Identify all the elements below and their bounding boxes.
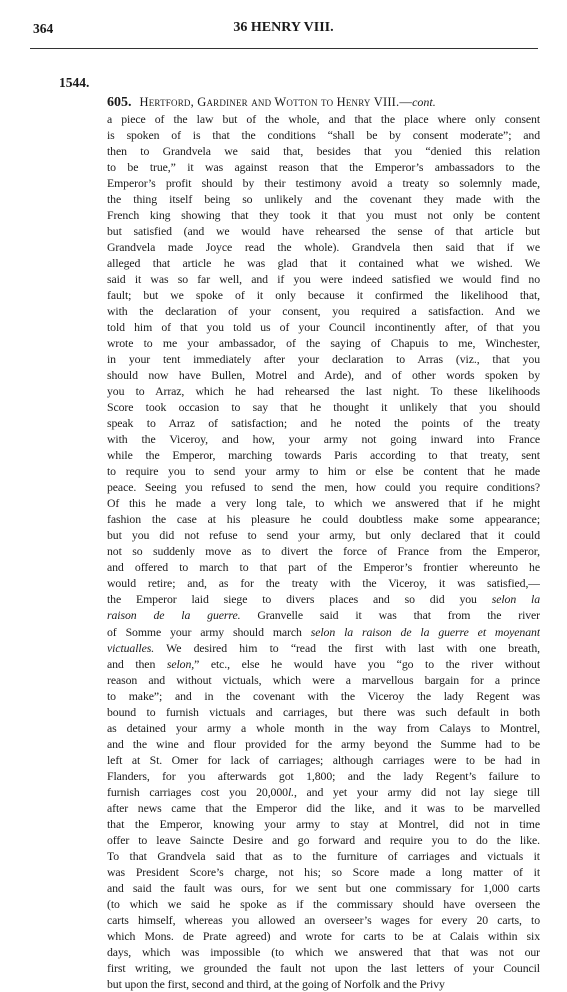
text-segment: victualles. (107, 640, 155, 655)
text-line (107, 367, 540, 383)
text-line (107, 175, 540, 191)
text-line (107, 607, 540, 623)
text-segment: (to which we said he spoke as if the commissary should have overseen the (107, 896, 540, 911)
entry-body-text (107, 111, 540, 992)
text-line (107, 159, 540, 175)
text-segment: with the declaration of your consent, you required a satisfaction. And we (107, 304, 540, 319)
text-segment: as detained your army a whole month in the way from Calays to Montrel, (107, 720, 540, 735)
text-segment: left at St. Omer for lack of carriages; although carriages were to be had in (107, 752, 540, 767)
text-segment: then to Grandvela we said that, besides that you “denied this relation (107, 144, 540, 159)
text-segment: you to Arraz, which he had rehearsed the last night. To these likelihoods (107, 384, 540, 399)
header-rule (30, 48, 538, 49)
text-line (107, 784, 540, 800)
entry-title: Hertford, Gardiner and Wotton to Henry VIII.— (139, 95, 413, 109)
text-line (107, 431, 540, 447)
text-segment: furnish carriages cost you 20,000 (107, 784, 288, 799)
text-line (107, 848, 540, 864)
text-segment: peace. Seeing you refused to send the men, how could you require conditions? (107, 480, 540, 495)
text-segment: of Somme your army should march (107, 624, 311, 639)
text-segment: while the Emperor, marching towards Paris according to that treaty, sent (107, 448, 540, 463)
text-line (107, 880, 540, 896)
text-segment: Grandvela made Joyce read the whole). Grandvela then said that if we (107, 240, 540, 255)
text-segment: but upon the first, second and third, at the going of Norfolk and the Privy (107, 976, 445, 991)
text-segment: Score took occasion to say that he thought it unlikely that you should (107, 400, 540, 415)
text-segment: speak to Arraz of satisfaction; and he noted the points of the treaty (107, 416, 540, 431)
text-segment: to be true,” it was against reason that the Emperor’s ambassadors to the (107, 160, 540, 175)
text-segment: but satisfied (and we would have rehearsed the sense of that article but (107, 224, 540, 239)
text-line (107, 736, 540, 752)
text-segment: Flanders, for you afterwards got 1,800; and the lady Regent’s failure to (107, 768, 540, 783)
text-line (107, 864, 540, 880)
text-segment: was President Score’s charge, not his; so Score made a long matter of it (107, 864, 540, 879)
text-line (107, 191, 540, 207)
text-segment: Granvelle said it was that from the river (240, 608, 540, 623)
text-segment: offer to leave Saincte Desire and go forward and require you to do the like. (107, 832, 540, 847)
text-line (107, 335, 540, 351)
text-line (107, 111, 540, 127)
text-line (107, 624, 540, 640)
text-line (107, 351, 540, 367)
text-segment: a piece of the law but of the whole, and that the place where only consent (107, 112, 540, 126)
text-segment: days, which was impossible (to which we answered that that was not our (107, 944, 540, 959)
text-line (107, 720, 540, 736)
text-line (107, 928, 540, 944)
text-line (107, 479, 540, 495)
text-segment: wrote to me your ambassador, of the saying of Chapuis to me, Winchester, (107, 336, 540, 351)
text-segment: in your tent immediately after your declaration to Arras (viz., that you (107, 352, 540, 367)
text-segment: We desired him to “read the first with last with one breath, (154, 640, 540, 655)
text-line (107, 511, 540, 527)
text-segment: l. (287, 784, 294, 799)
text-line (107, 207, 540, 223)
text-segment: reason and without victuals, which were a marvellous bargain for a prince (107, 672, 540, 687)
text-line (107, 399, 540, 415)
text-segment: alleged that article he was glad that it contained what we wished. We (107, 256, 540, 271)
text-segment: and then (107, 656, 167, 671)
text-segment: selon, (166, 656, 195, 671)
text-line (107, 704, 540, 720)
text-line (107, 896, 540, 912)
text-segment: not so suddenly move as to divert the force of France from the Emperor, (107, 544, 540, 559)
text-segment: to require you to send your army to him or else be content that he made (107, 464, 540, 479)
text-line (107, 752, 540, 768)
text-segment: would retire; and, as for the treaty with the Viceroy, it was satisfied,— (107, 576, 540, 591)
margin-year: 1544. (59, 75, 90, 90)
text-segment: selon la raison de la guerre et moyenant (310, 624, 540, 639)
text-line (107, 527, 540, 543)
text-line (107, 447, 540, 463)
text-segment: fault; but we spoke of it only because it confirmed the likelihood that, (107, 288, 540, 303)
page-number: 364 (33, 21, 54, 36)
text-segment: to make”; and in the covenant with the Viceroy the lady Regent was (107, 688, 540, 703)
text-line (107, 768, 540, 784)
text-line (107, 127, 540, 143)
text-line (107, 383, 540, 399)
text-segment: ” etc., else he would have you “go to the river without (194, 656, 540, 671)
text-segment: bound to furnish victuals and carriages, but there was such default in both (107, 704, 540, 719)
text-line (107, 912, 540, 928)
text-segment: but you did not refuse to send your army, but only declared that it could (107, 528, 540, 543)
text-segment: which Mons. de Prate agreed) and wrote for carts to be at Calais within six (107, 928, 540, 943)
text-segment: fashion the case at his pleasure he could doubtless make some appearance; (107, 512, 540, 527)
text-segment: with the Viceroy, and how, your army not going inward into France (107, 432, 540, 447)
text-line (107, 591, 540, 607)
text-segment: that the Emperor, knowing your army to stay at Montrel, did not in time (107, 816, 540, 831)
text-segment: Emperor’s profit should by their testimony avoid a treaty so solemnly made, (107, 176, 540, 191)
text-line (107, 688, 540, 704)
text-line (107, 303, 540, 319)
text-segment: To that Grandvela said that as to the furniture of carriages and victuals it (107, 848, 540, 863)
text-line (107, 319, 540, 335)
text-segment: after news came that the Emperor did the like, and it was to be marvelled (107, 800, 540, 815)
text-segment: and offered to march to that part of the Emperor’s frontier whereunto he (107, 560, 540, 575)
text-segment: Of this he made a very long tale, to which we answered that if he might (107, 496, 540, 511)
text-line (107, 960, 540, 976)
text-segment: raison de la guerre. (107, 608, 241, 623)
text-line (107, 287, 540, 303)
text-line (107, 944, 540, 960)
text-line (107, 415, 540, 431)
running-head: 36 HENRY VIII. (233, 20, 334, 35)
text-segment: French king showing that they took it that you must not only be content (107, 208, 540, 223)
text-segment: , and yet your army did not lay siege till (293, 784, 540, 799)
text-segment: and said the fault was ours, for we sent but one commissary for 1,000 carts (107, 880, 540, 895)
text-line (107, 559, 540, 575)
entry-number: 605. (107, 95, 132, 110)
text-segment: first writing, we grounded the fault not upon the last letters of your Council (107, 960, 540, 975)
text-line (107, 239, 540, 255)
text-line (107, 543, 540, 559)
text-line (107, 255, 540, 271)
text-segment: is spoken of is that the conditions “shall be by consent moderate”; and (107, 128, 540, 143)
text-segment: told him of that you told us of your Council incontinently after, of that you (107, 320, 540, 335)
text-line (107, 463, 540, 479)
text-line (107, 223, 540, 239)
text-line (107, 640, 540, 656)
text-segment: said it was so far well, and if you were indeed satisfied we would find no (107, 272, 540, 287)
text-line (107, 143, 540, 159)
text-line (107, 495, 540, 511)
text-segment: should now have Bullen, Motrel and Arde), and of other words spoken by (107, 368, 540, 383)
text-line (107, 976, 540, 992)
text-line (107, 672, 540, 688)
text-line (107, 832, 540, 848)
text-line (107, 271, 540, 287)
text-segment: the Emperor laid siege to divers places and so did you (107, 592, 492, 607)
text-segment: carts himself, whereas you allowed an overseer’s wages for every 20 carts, to (107, 912, 540, 927)
text-line (107, 816, 540, 832)
text-segment: and the wine and flour provided for the army beyond the Summe had to be (107, 736, 540, 751)
text-line (107, 800, 540, 816)
text-line (107, 656, 540, 672)
text-segment: selon la (491, 592, 540, 607)
text-segment: the thing itself being so unlikely and the covenant they made with the (107, 192, 540, 207)
entry-heading (107, 95, 547, 111)
text-line (107, 575, 540, 591)
entry-cont: cont. (412, 95, 436, 109)
